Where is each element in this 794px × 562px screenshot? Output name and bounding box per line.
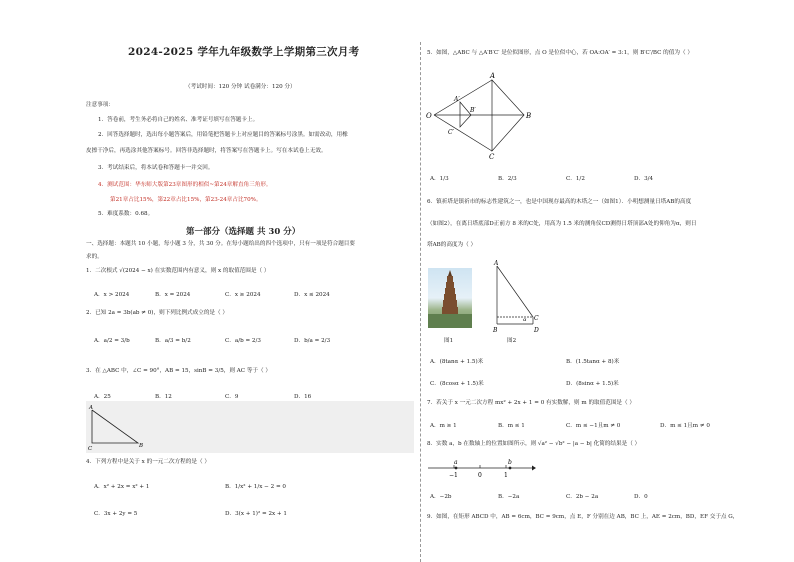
q1-option-a[interactable]: A．x > 2024 (94, 292, 130, 298)
page-title: 2024-2025 学年九年级数学上学期第三次月考 (128, 46, 360, 58)
q3-option-a[interactable]: A．25 (94, 394, 111, 400)
q5-option-d[interactable]: D．3/4 (634, 176, 654, 182)
q8-label-b: b (508, 459, 512, 466)
q5-label-b: B (526, 112, 532, 120)
q3-triangle-figure (86, 401, 156, 453)
q4-option-d[interactable]: D．3(x + 1)² = 2x + 1 (225, 511, 287, 517)
q8-option-a[interactable]: A．−2b (430, 494, 452, 500)
q3-option-b[interactable]: B．12 (155, 394, 172, 400)
column-divider (420, 42, 421, 562)
q3-option-d[interactable]: D．16 (294, 394, 312, 400)
q6-label-a: A (494, 260, 499, 267)
q3-option-c[interactable]: C．9 (225, 394, 239, 400)
q8-number-line (426, 456, 536, 482)
note-2: 2．回答选择题时，选出每小题答案后，用铅笔把答题卡上对应题目的答案标号涂黑。如需改动，用橡 (98, 132, 348, 138)
fig2-caption: 图2 (507, 338, 517, 344)
q4-option-b[interactable]: B．1/x² + 1/x − 2 = 0 (225, 484, 286, 490)
q5-label-c: C (489, 153, 495, 161)
note-5: 5．难度系数：0.68。 (98, 211, 154, 217)
q2-option-d[interactable]: D．b/a = 2/3 (294, 338, 331, 344)
q7-option-b[interactable]: B．m ≤ 1 (498, 423, 525, 429)
q6-label-b: B (493, 327, 498, 334)
q4-stem: 4．下列方程中是关于 x 的一元二次方程的是（ ） (86, 459, 210, 465)
q5-label-c-prime: C′ (448, 129, 454, 136)
q5-homothety-figure (424, 70, 544, 162)
q7-stem: 7．若关于 x 一元二次方程 mx² + 2x + 1 = 0 有实数解，则 m 的取值范围是（ ） (427, 400, 635, 406)
q1-option-c[interactable]: C．x ≥ 2024 (225, 292, 261, 298)
pagoda-photo (428, 268, 472, 328)
q6-option-b[interactable]: B．(1.5tanα + 8)米 (566, 359, 620, 365)
q5-option-c[interactable]: C．1/2 (566, 176, 585, 182)
q5-label-a: A (490, 72, 496, 80)
notes-heading: 注意事项： (86, 102, 114, 108)
q4-option-c[interactable]: C．3x + 2y = 5 (94, 511, 138, 517)
q6-option-a[interactable]: A．(8tanα + 1.5)米 (430, 359, 484, 365)
q6-option-c[interactable]: C．(8cosα + 1.5)米 (430, 381, 484, 387)
q8-option-d[interactable]: D．0 (634, 494, 648, 500)
q2-stem: 2．已知 2a = 3b(ab ≠ 0)，则下列比例式成立的是（ ） (86, 310, 228, 316)
q8-option-b[interactable]: B．−2a (498, 494, 520, 500)
q6-label-alpha: α (523, 317, 527, 323)
q1-option-d[interactable]: D．x ≤ 2024 (294, 292, 330, 298)
part1-intro-cont: 求的。 (86, 254, 103, 260)
exam-info: （考试时间：120 分钟 试卷满分：120 分） (185, 84, 296, 90)
q6-label-c: C (534, 315, 539, 322)
fig1-caption: 图1 (444, 338, 454, 344)
q5-option-a[interactable]: A．1/3 (430, 176, 449, 182)
q5-label-b-prime: B′ (470, 107, 476, 114)
q5-label-a-prime: A′ (454, 96, 460, 103)
q8-tick-neg1: −1 (449, 472, 458, 479)
q7-option-d[interactable]: D．m ≤ 1且m ≠ 0 (660, 423, 710, 429)
note-4: 4．测试范围：华东师大版第23章图形的相似~第24章解直角三角形。 (98, 182, 272, 188)
q3-label-b: B (139, 443, 144, 449)
q8-tick-0: 0 (478, 472, 482, 479)
part1-intro: 一、选择题：本题共 10 小题，每小题 3 分，共 30 分。在每小题给出的四个选项中，只有一项是符合题目要 (86, 241, 355, 247)
q6-option-d[interactable]: D．(8sinα + 1.5)米 (566, 381, 619, 387)
q8-option-c[interactable]: C．2b − 2a (566, 494, 599, 500)
q4-option-a[interactable]: A．x² + 2x = x² + 1 (94, 484, 150, 490)
q5-option-b[interactable]: B．2/3 (498, 176, 517, 182)
q5-stem: 5．如图，△ABC 与 △A′B′C′ 是位似图形，点 O 是位似中心，若 OA:OA′ = 3:1，则 B′C′/BC 的值为（ ） (427, 50, 693, 56)
q7-option-c[interactable]: C．m ≤ −1且m ≠ 0 (566, 423, 621, 429)
q1-option-b[interactable]: B．x = 2024 (155, 292, 191, 298)
q6-tower-figure (490, 258, 542, 338)
note-2-cont: 皮擦干净后，再选涂其他答案标号。回答非选择题时，将答案写在答题卡上。写在本试卷上无效。 (86, 148, 327, 154)
q1-stem: 1．二次根式 √(2024 − x) 在实数范围内有意义，则 x 的取值范围是（ ） (86, 268, 270, 274)
note-4-cont: 第21章占比15%，第22章占比15%，第23-24章占比70%。 (110, 197, 262, 203)
q2-option-a[interactable]: A．a/2 = 3/b (94, 338, 130, 344)
q5-label-o: O (426, 112, 432, 120)
pagoda-icon (428, 268, 472, 328)
q2-option-b[interactable]: B．a/3 = b/2 (155, 338, 191, 344)
note-1: 1．答卷前，考生务必将自己的姓名、准考证号填写在答题卡上。 (98, 117, 259, 123)
q7-option-a[interactable]: A．m ≥ 1 (430, 423, 457, 429)
q8-stem: 8．实数 a，b 在数轴上的位置如图所示，则 √a² − √b² − |a − b| 化简的结果是（ ） (427, 441, 641, 447)
note-3: 3．考试结束后，将本试卷和答题卡一并交回。 (98, 165, 214, 171)
q6-label-d: D (534, 327, 539, 334)
q3-label-c: C (88, 446, 93, 452)
q9-stem: 9．如图，在矩形 ABCD 中，AB = 6cm，BC = 9cm，点 E，F 分别在边 AB，BC 上，AE = 2cm，BD，EF 交于点 G， (427, 514, 739, 520)
part1-title: 第一部分（选择题 共 30 分） (186, 227, 301, 237)
q2-option-c[interactable]: C．a/b = 2/3 (225, 338, 261, 344)
q6-stem-line1: 6．镇祈塔是镇祈市的标志性建筑之一，也是中国现存最高的木塔之一（如图1）．小明想测量日塔AB的高度 (427, 199, 692, 205)
q6-stem-line2: （如图2），在离日塔底部D正前方 8 米的C处，用高为 1.5 米的测角仪CD测得日塔顶部A处的仰角为α，则日 (427, 221, 697, 227)
q8-tick-1: 1 (504, 472, 508, 479)
q8-label-a: a (454, 459, 458, 466)
q3-stem: 3．在 △ABC 中，∠C = 90°，AB = 15，sinB = 3/5，则 AC 等于（ ） (86, 368, 271, 374)
q3-label-a: A (89, 405, 93, 411)
q6-stem-line3: 塔AB的高度为（ ） (427, 242, 477, 248)
